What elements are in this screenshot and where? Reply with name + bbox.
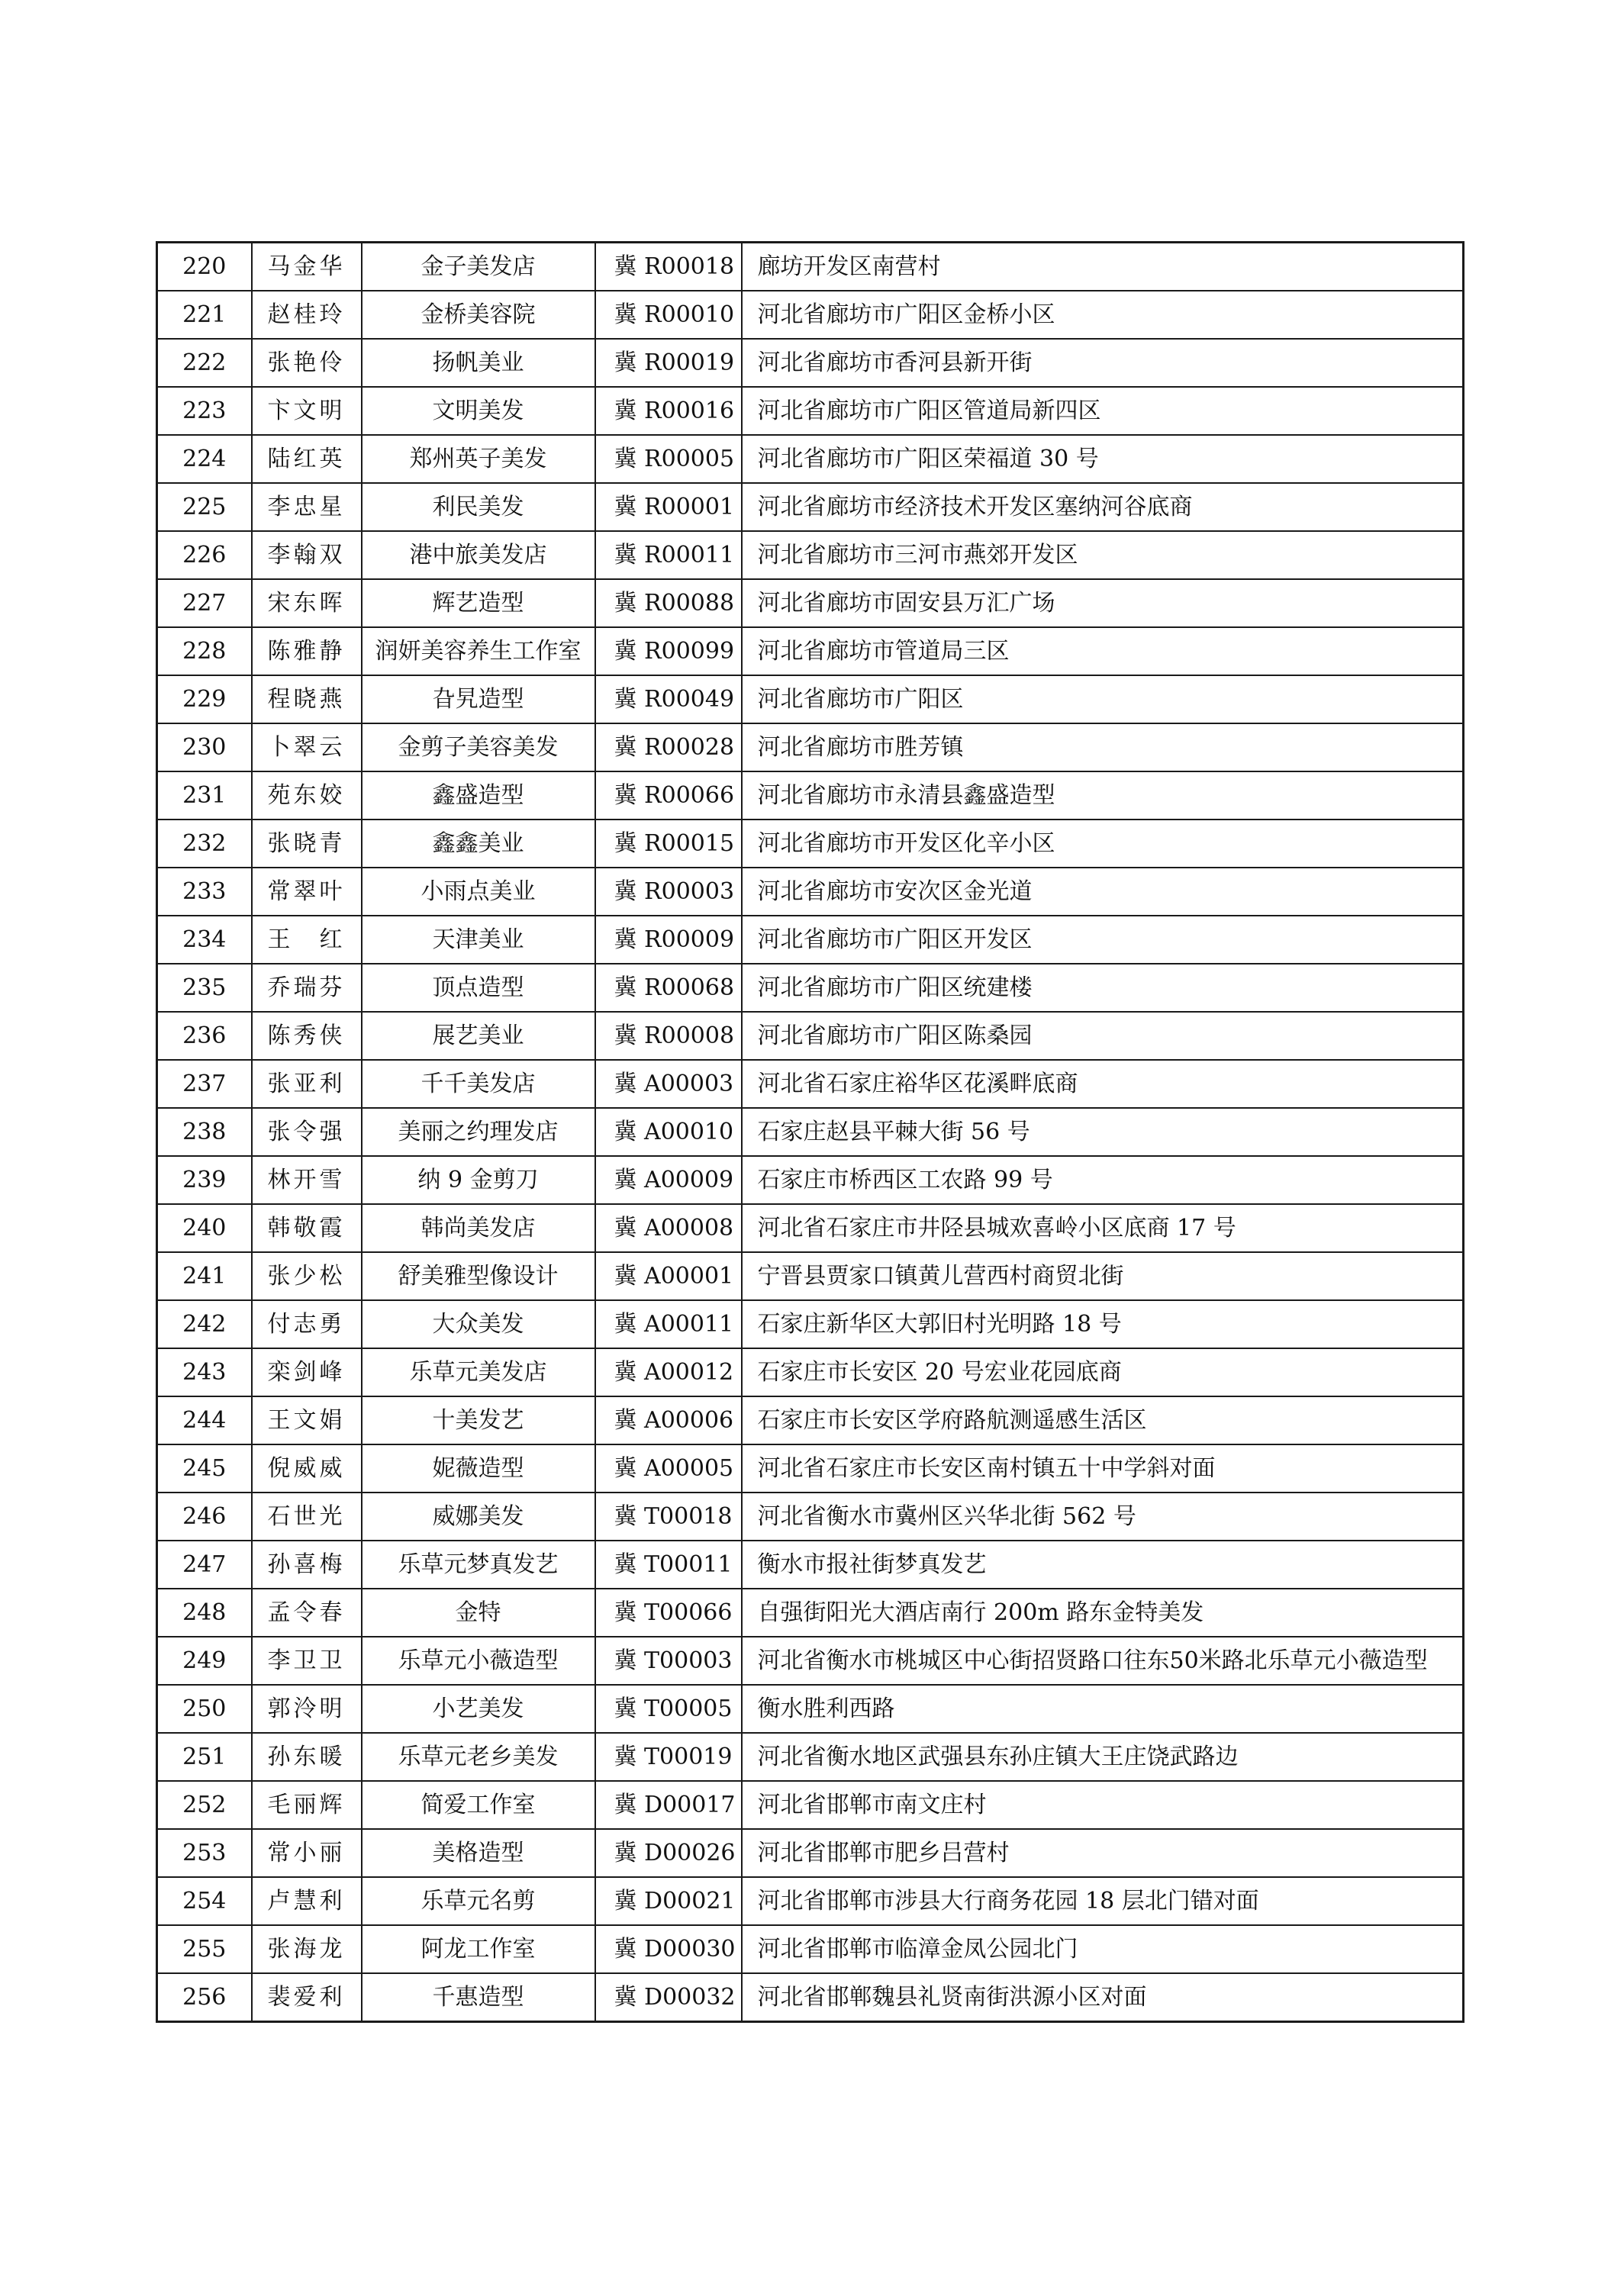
row-number: 248: [157, 1589, 252, 1637]
table-row: [157, 1444, 1464, 1493]
shop-address: 河北省邯郸市肥乡吕营村: [742, 1829, 1464, 1877]
row-number: 225: [157, 483, 252, 531]
shop-name: 千千美发店: [362, 1060, 595, 1108]
person-name: 卞文明: [252, 387, 362, 435]
person-name: 卢慧利: [252, 1877, 362, 1925]
row-number: 221: [157, 291, 252, 339]
shop-address: 河北省廊坊市固安县万汇广场: [742, 579, 1464, 627]
table-row: [157, 1637, 1464, 1685]
person-name: 常小丽: [252, 1829, 362, 1877]
person-name: 赵桂玲: [252, 291, 362, 339]
person-name: 李翰双: [252, 531, 362, 579]
registration-code: 冀 T00003: [595, 1637, 742, 1685]
row-number: 227: [157, 579, 252, 627]
registration-code: 冀 R00099: [595, 627, 742, 675]
shop-name: 乐草元美发店: [362, 1348, 595, 1396]
registration-code: 冀 A00006: [595, 1396, 742, 1444]
row-number: 240: [157, 1204, 252, 1252]
table-row: [157, 723, 1464, 771]
shop-name: 金子美发店: [362, 243, 595, 291]
registration-code: 冀 A00010: [595, 1108, 742, 1156]
shop-name: 旮旯造型: [362, 675, 595, 723]
shop-address: 河北省廊坊市广阳区统建楼: [742, 964, 1464, 1012]
shop-name: 润妍美容养生工作室: [362, 627, 595, 675]
person-name: 张少松: [252, 1252, 362, 1300]
row-number: 243: [157, 1348, 252, 1396]
registration-code: 冀 T00019: [595, 1733, 742, 1781]
table-row: [157, 1685, 1464, 1733]
shop-name: 大众美发: [362, 1300, 595, 1348]
shop-address: 河北省廊坊市广阳区荣福道 30 号: [742, 435, 1464, 483]
person-name: 陈雅静: [252, 627, 362, 675]
table-row: [157, 1300, 1464, 1348]
table-row: [157, 1541, 1464, 1589]
shop-address: 河北省石家庄裕华区花溪畔底商: [742, 1060, 1464, 1108]
shop-address: 石家庄赵县平棘大街 56 号: [742, 1108, 1464, 1156]
shop-address: 河北省廊坊市经济技术开发区塞纳河谷底商: [742, 483, 1464, 531]
shop-name: 乐草元梦真发艺: [362, 1541, 595, 1589]
registration-code: 冀 R00005: [595, 435, 742, 483]
shop-address: 河北省邯郸市临漳金凤公园北门: [742, 1925, 1464, 1973]
person-name: 林开雪: [252, 1156, 362, 1204]
person-name: 孙东暖: [252, 1733, 362, 1781]
table-row: [157, 1493, 1464, 1541]
table-row: [157, 1108, 1464, 1156]
person-name: 卜翠云: [252, 723, 362, 771]
shop-address: 河北省邯郸市南文庄村: [742, 1781, 1464, 1829]
row-number: 247: [157, 1541, 252, 1589]
shop-name: 展艺美业: [362, 1012, 595, 1060]
shop-name: 金特: [362, 1589, 595, 1637]
person-name: 王 红: [252, 916, 362, 964]
shop-name: 文明美发: [362, 387, 595, 435]
shop-address: 河北省衡水市桃城区中心街招贤路口往东50米路北乐草元小薇造型: [742, 1637, 1464, 1685]
row-number: 235: [157, 964, 252, 1012]
registration-code: 冀 A00005: [595, 1444, 742, 1493]
row-number: 251: [157, 1733, 252, 1781]
person-name: 倪威威: [252, 1444, 362, 1493]
person-name: 李忠星: [252, 483, 362, 531]
shop-name: 乐草元名剪: [362, 1877, 595, 1925]
shop-name: 十美发艺: [362, 1396, 595, 1444]
table-row: [157, 1829, 1464, 1877]
shop-name: 鑫鑫美业: [362, 820, 595, 868]
table-row: [157, 1925, 1464, 1973]
person-name: 程晓燕: [252, 675, 362, 723]
shop-address: 河北省廊坊市广阳区: [742, 675, 1464, 723]
row-number: 233: [157, 868, 252, 916]
row-number: 246: [157, 1493, 252, 1541]
table-row: [157, 1060, 1464, 1108]
table-row: [157, 387, 1464, 435]
person-name: 韩敬霞: [252, 1204, 362, 1252]
person-name: 马金华: [252, 243, 362, 291]
registration-code: 冀 R00010: [595, 291, 742, 339]
table-row: [157, 1733, 1464, 1781]
row-number: 222: [157, 339, 252, 387]
shop-address: 河北省廊坊市广阳区管道局新四区: [742, 387, 1464, 435]
shop-address: 河北省邯郸魏县礼贤南街洪源小区对面: [742, 1973, 1464, 2022]
person-name: 陈秀侠: [252, 1012, 362, 1060]
row-number: 239: [157, 1156, 252, 1204]
registry-body: [157, 243, 1464, 2022]
registration-code: 冀 D00017: [595, 1781, 742, 1829]
shop-address: 河北省衡水地区武强县东孙庄镇大王庄饶武路边: [742, 1733, 1464, 1781]
registration-code: 冀 R00001: [595, 483, 742, 531]
row-number: 255: [157, 1925, 252, 1973]
table-row: [157, 1877, 1464, 1925]
shop-address: 河北省石家庄市井陉县城欢喜岭小区底商 17 号: [742, 1204, 1464, 1252]
person-name: 常翠叶: [252, 868, 362, 916]
table-row: [157, 1012, 1464, 1060]
table-row: [157, 964, 1464, 1012]
row-number: 223: [157, 387, 252, 435]
person-name: 毛丽辉: [252, 1781, 362, 1829]
row-number: 226: [157, 531, 252, 579]
person-name: 张令强: [252, 1108, 362, 1156]
table-row: [157, 820, 1464, 868]
table-row: [157, 1252, 1464, 1300]
registration-code: 冀 R00019: [595, 339, 742, 387]
shop-address: 河北省廊坊市广阳区陈桑园: [742, 1012, 1464, 1060]
row-number: 234: [157, 916, 252, 964]
table-row: [157, 243, 1464, 291]
shop-name: 港中旅美发店: [362, 531, 595, 579]
shop-address: 衡水市报社街梦真发艺: [742, 1541, 1464, 1589]
table-row: [157, 627, 1464, 675]
shop-name: 威娜美发: [362, 1493, 595, 1541]
registration-code: 冀 R00028: [595, 723, 742, 771]
row-number: 232: [157, 820, 252, 868]
registration-code: 冀 R00003: [595, 868, 742, 916]
row-number: 245: [157, 1444, 252, 1493]
person-name: 陆红英: [252, 435, 362, 483]
shop-address: 河北省邯郸市涉县大行商务花园 18 层北门错对面: [742, 1877, 1464, 1925]
table-row: [157, 1396, 1464, 1444]
registration-code: 冀 T00018: [595, 1493, 742, 1541]
shop-address: 河北省廊坊市永清县鑫盛造型: [742, 771, 1464, 820]
registration-code: 冀 A00008: [595, 1204, 742, 1252]
shop-name: 小雨点美业: [362, 868, 595, 916]
shop-name: 郑州英子美发: [362, 435, 595, 483]
row-number: 249: [157, 1637, 252, 1685]
shop-name: 小艺美发: [362, 1685, 595, 1733]
person-name: 孟令春: [252, 1589, 362, 1637]
registration-code: 冀 R00011: [595, 531, 742, 579]
table-row: [157, 291, 1464, 339]
registration-code: 冀 R00016: [595, 387, 742, 435]
person-name: 郭泠明: [252, 1685, 362, 1733]
shop-name: 金剪子美容美发: [362, 723, 595, 771]
shop-name: 简爱工作室: [362, 1781, 595, 1829]
row-number: 230: [157, 723, 252, 771]
registration-code: 冀 A00003: [595, 1060, 742, 1108]
row-number: 237: [157, 1060, 252, 1108]
table-row: [157, 771, 1464, 820]
person-name: 孙喜梅: [252, 1541, 362, 1589]
shop-name: 扬帆美业: [362, 339, 595, 387]
table-row: [157, 868, 1464, 916]
registration-code: 冀 R00066: [595, 771, 742, 820]
row-number: 224: [157, 435, 252, 483]
shop-name: 美格造型: [362, 1829, 595, 1877]
shop-address: 石家庄市桥西区工农路 99 号: [742, 1156, 1464, 1204]
row-number: 253: [157, 1829, 252, 1877]
row-number: 254: [157, 1877, 252, 1925]
registration-code: 冀 T00066: [595, 1589, 742, 1637]
person-name: 栾剑峰: [252, 1348, 362, 1396]
person-name: 张艳伶: [252, 339, 362, 387]
shop-address: 石家庄新华区大郭旧村光明路 18 号: [742, 1300, 1464, 1348]
table-row: [157, 339, 1464, 387]
table-row: [157, 1348, 1464, 1396]
registration-code: 冀 D00032: [595, 1973, 742, 2022]
registration-code: 冀 R00018: [595, 243, 742, 291]
shop-name: 乐草元小薇造型: [362, 1637, 595, 1685]
table-row: [157, 435, 1464, 483]
person-name: 宋东晖: [252, 579, 362, 627]
shop-address: 河北省廊坊市广阳区开发区: [742, 916, 1464, 964]
registration-code: 冀 R00015: [595, 820, 742, 868]
registration-code: 冀 R00009: [595, 916, 742, 964]
registration-code: 冀 R00008: [595, 1012, 742, 1060]
table-row: [157, 1204, 1464, 1252]
shop-name: 阿龙工作室: [362, 1925, 595, 1973]
row-number: 252: [157, 1781, 252, 1829]
row-number: 250: [157, 1685, 252, 1733]
shop-address: 河北省石家庄市长安区南村镇五十中学斜对面: [742, 1444, 1464, 1493]
person-name: 石世光: [252, 1493, 362, 1541]
row-number: 229: [157, 675, 252, 723]
person-name: 乔瑞芬: [252, 964, 362, 1012]
row-number: 236: [157, 1012, 252, 1060]
shop-address: 廊坊开发区南营村: [742, 243, 1464, 291]
person-name: 裴爱利: [252, 1973, 362, 2022]
shop-name: 辉艺造型: [362, 579, 595, 627]
registration-code: 冀 A00001: [595, 1252, 742, 1300]
registration-code: 冀 T00005: [595, 1685, 742, 1733]
person-name: 付志勇: [252, 1300, 362, 1348]
shop-address: 石家庄市长安区学府路航测遥感生活区: [742, 1396, 1464, 1444]
row-number: 231: [157, 771, 252, 820]
registration-code: 冀 T00011: [595, 1541, 742, 1589]
shop-address: 河北省衡水市冀州区兴华北街 562 号: [742, 1493, 1464, 1541]
shop-address: 河北省廊坊市三河市燕郊开发区: [742, 531, 1464, 579]
row-number: 256: [157, 1973, 252, 2022]
shop-name: 利民美发: [362, 483, 595, 531]
person-name: 张海龙: [252, 1925, 362, 1973]
row-number: 244: [157, 1396, 252, 1444]
registration-code: 冀 R00068: [595, 964, 742, 1012]
registry-table: [156, 241, 1464, 2023]
shop-address: 河北省廊坊市胜芳镇: [742, 723, 1464, 771]
person-name: 王文娟: [252, 1396, 362, 1444]
row-number: 228: [157, 627, 252, 675]
person-name: 张亚利: [252, 1060, 362, 1108]
shop-address: 石家庄市长安区 20 号宏业花园底商: [742, 1348, 1464, 1396]
table-row: [157, 1156, 1464, 1204]
row-number: 242: [157, 1300, 252, 1348]
shop-name: 韩尚美发店: [362, 1204, 595, 1252]
shop-address: 河北省廊坊市安次区金光道: [742, 868, 1464, 916]
shop-address: 河北省廊坊市开发区化辛小区: [742, 820, 1464, 868]
shop-address: 河北省廊坊市广阳区金桥小区: [742, 291, 1464, 339]
shop-name: 美丽之约理发店: [362, 1108, 595, 1156]
shop-name: 天津美业: [362, 916, 595, 964]
table-row: [157, 1781, 1464, 1829]
registration-code: 冀 D00021: [595, 1877, 742, 1925]
table-row: [157, 531, 1464, 579]
registration-code: 冀 R00088: [595, 579, 742, 627]
shop-name: 妮薇造型: [362, 1444, 595, 1493]
shop-name: 纳 9 金剪刀: [362, 1156, 595, 1204]
registration-code: 冀 A00012: [595, 1348, 742, 1396]
row-number: 220: [157, 243, 252, 291]
shop-name: 乐草元老乡美发: [362, 1733, 595, 1781]
shop-address: 河北省廊坊市香河县新开街: [742, 339, 1464, 387]
registration-code: 冀 R00049: [595, 675, 742, 723]
table-row: [157, 579, 1464, 627]
shop-name: 千惠造型: [362, 1973, 595, 2022]
registration-code: 冀 D00030: [595, 1925, 742, 1973]
table-row: [157, 1973, 1464, 2022]
shop-name: 顶点造型: [362, 964, 595, 1012]
table-row: [157, 675, 1464, 723]
shop-address: 宁晋县贾家口镇黄儿营西村商贸北街: [742, 1252, 1464, 1300]
shop-address: 自强街阳光大酒店南行 200m 路东金特美发: [742, 1589, 1464, 1637]
shop-address: 河北省廊坊市管道局三区: [742, 627, 1464, 675]
table-row: [157, 483, 1464, 531]
registration-code: 冀 A00011: [595, 1300, 742, 1348]
registration-code: 冀 D00026: [595, 1829, 742, 1877]
person-name: 张晓青: [252, 820, 362, 868]
person-name: 李卫卫: [252, 1637, 362, 1685]
person-name: 苑东姣: [252, 771, 362, 820]
shop-name: 金桥美容院: [362, 291, 595, 339]
shop-name: 鑫盛造型: [362, 771, 595, 820]
table-row: [157, 1589, 1464, 1637]
table-row: [157, 916, 1464, 964]
row-number: 241: [157, 1252, 252, 1300]
registration-code: 冀 A00009: [595, 1156, 742, 1204]
row-number: 238: [157, 1108, 252, 1156]
shop-name: 舒美雅型像设计: [362, 1252, 595, 1300]
shop-address: 衡水胜利西路: [742, 1685, 1464, 1733]
